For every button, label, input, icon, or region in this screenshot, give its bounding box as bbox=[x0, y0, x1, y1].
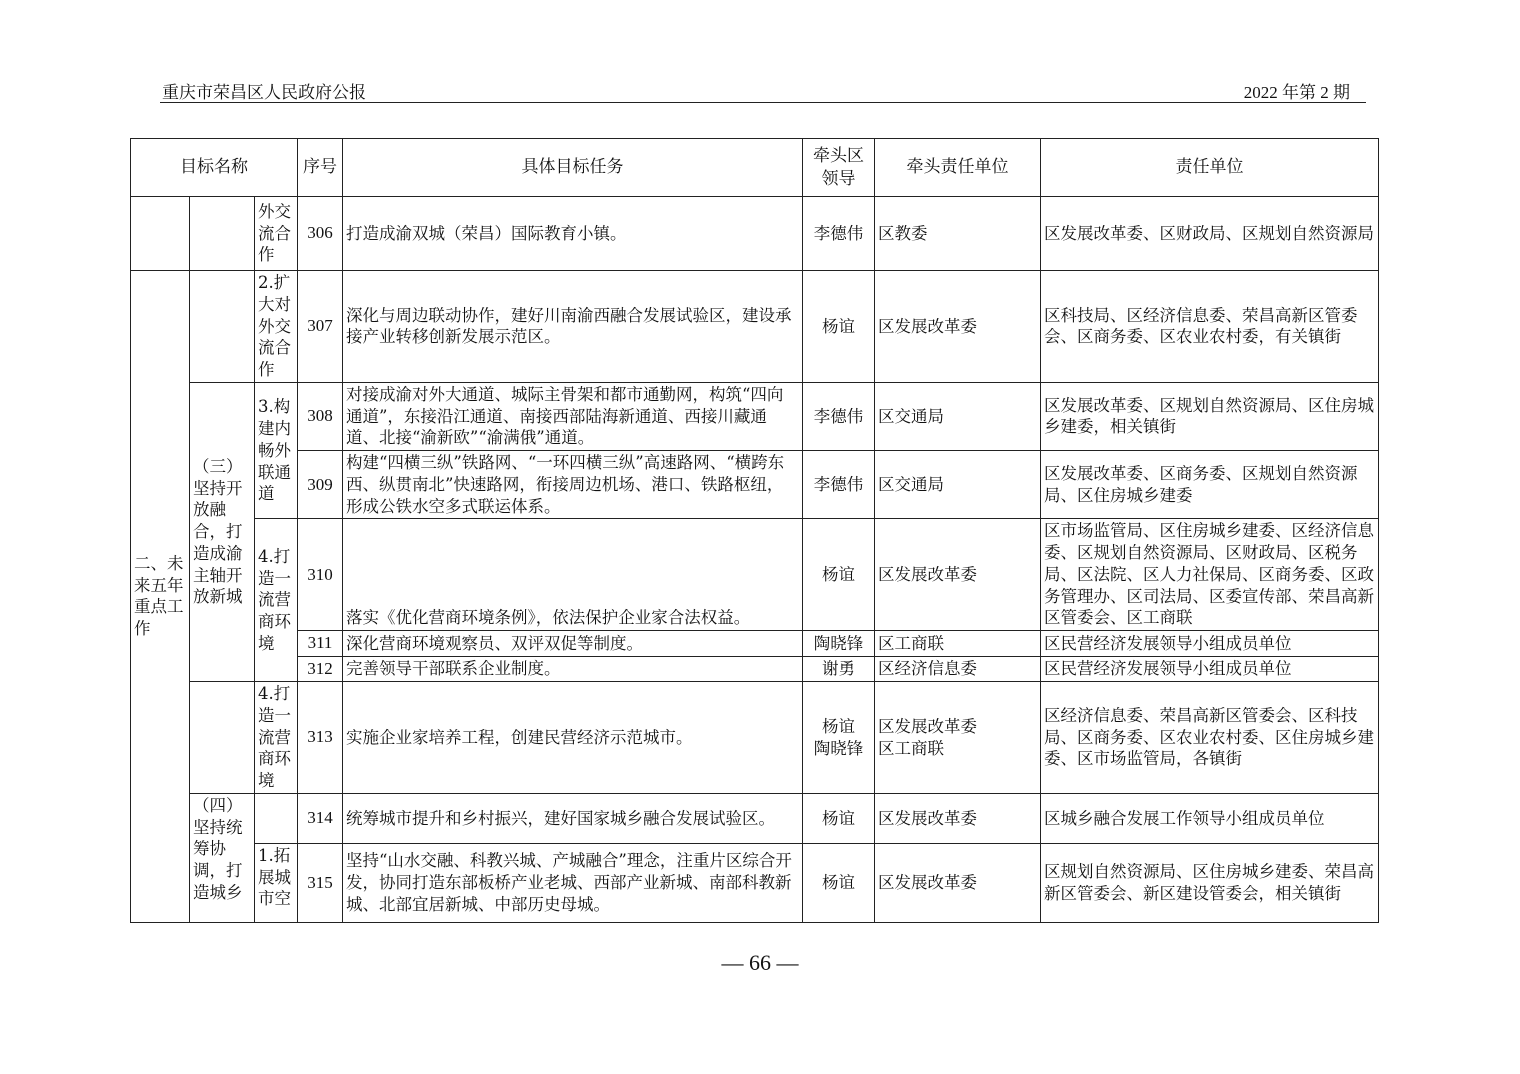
table-row bbox=[131, 682, 1379, 794]
units-cell: 区经济信息委、荣昌高新区管委会、区科技局、区商务委、区农业农村委、区住房城乡建委、区市场监管局，各镇街 bbox=[1041, 682, 1379, 794]
header-rule bbox=[160, 102, 1366, 103]
lead-unit-cell: 区交通局 bbox=[875, 382, 1041, 450]
leader-cell: 李德伟 bbox=[803, 197, 875, 271]
seq-cell: 308 bbox=[298, 382, 343, 450]
table-row bbox=[131, 631, 1379, 656]
group-cell bbox=[190, 197, 255, 271]
subgroup-cell bbox=[255, 793, 298, 843]
table-row bbox=[131, 382, 1379, 450]
seq-cell: 314 bbox=[298, 793, 343, 843]
col-units: 责任单位 bbox=[1041, 139, 1379, 197]
leader-cell: 李德伟 bbox=[803, 451, 875, 519]
col-lead-unit: 牵头责任单位 bbox=[875, 139, 1041, 197]
subgroup-cell: 4.打造一流营商环境 bbox=[255, 682, 298, 794]
task-cell: 统筹城市提升和乡村振兴，建好国家城乡融合发展试验区。 bbox=[343, 793, 803, 843]
table-row bbox=[131, 271, 1379, 383]
lead-unit-cell: 区工商联 bbox=[875, 631, 1041, 656]
table-row bbox=[131, 843, 1379, 922]
lead-unit-cell: 区教委 bbox=[875, 197, 1041, 271]
seq-cell: 313 bbox=[298, 682, 343, 794]
leader-cell bbox=[803, 682, 875, 794]
seq-cell: 312 bbox=[298, 656, 343, 681]
task-cell: 构建“四横三纵”铁路网、“一环四横三纵”高速路网、“横跨东西、纵贯南北”快速路网，衔接周边机场、港口、铁路枢纽，形成公铁水空多式联运体系。 bbox=[343, 451, 803, 519]
seq-cell: 315 bbox=[298, 843, 343, 922]
units-cell: 区民营经济发展领导小组成员单位 bbox=[1041, 656, 1379, 681]
col-leader: 牵头区领导 bbox=[803, 139, 875, 197]
lead-unit-cell: 区发展改革委 bbox=[875, 843, 1041, 922]
task-cell: 打造成渝双城（荣昌）国际教育小镇。 bbox=[343, 197, 803, 271]
leader-cell: 杨谊 bbox=[803, 793, 875, 843]
page-number: — 66 — bbox=[721, 950, 799, 975]
units-cell: 区市场监管局、区住房城乡建委、区经济信息委、区规划自然资源局、区财政局、区税务局、区法院、区人力社保局、区商务委、区政务管理办、区司法局、区委宣传部、荣昌高新区管委会、区工商联 bbox=[1041, 519, 1379, 631]
leader-cell: 谢勇 bbox=[803, 656, 875, 681]
seq-cell: 311 bbox=[298, 631, 343, 656]
leader-cell: 李德伟 bbox=[803, 382, 875, 450]
units-cell: 区规划自然资源局、区住房城乡建委、荣昌高新区管委会、新区建设管委会，相关镇街 bbox=[1041, 843, 1379, 922]
leader-cell: 陶晓锋 bbox=[803, 631, 875, 656]
group-cell bbox=[190, 271, 255, 383]
subgroup-cell: 3.构建内畅外联通道 bbox=[255, 382, 298, 519]
seq-cell: 306 bbox=[298, 197, 343, 271]
lead-unit-cell: 区交通局 bbox=[875, 451, 1041, 519]
units-cell: 区发展改革委、区规划自然资源局、区住房城乡建委，相关镇街 bbox=[1041, 382, 1379, 450]
col-task: 具体目标任务 bbox=[343, 139, 803, 197]
lead-unit-cell: 区发展改革委 bbox=[875, 271, 1041, 383]
task-cell: 深化营商环境观察员、双评双促等制度。 bbox=[343, 631, 803, 656]
top-level-group: 二、未来五年重点工作 bbox=[131, 271, 190, 923]
group-cell bbox=[190, 682, 255, 794]
table-header-row bbox=[131, 139, 1379, 197]
task-cell: 落实《优化营商环境条例》，依法保护企业家合法权益。 bbox=[343, 519, 803, 631]
units-cell: 区发展改革委、区商务委、区规划自然资源局、区住房城乡建委 bbox=[1041, 451, 1379, 519]
col-goal: 目标名称 bbox=[131, 139, 298, 197]
table-row bbox=[131, 519, 1379, 631]
task-cell: 对接成渝对外大通道、城际主骨架和都市通勤网，构筑“四向通道”，东接沿江通道、南接西部陆海新通道、西接川藏通道、北接“渝新欧”“渝满俄”通道。 bbox=[343, 382, 803, 450]
lead-unit-secondary: 区工商联 bbox=[878, 738, 944, 758]
gazette-title: 重庆市荣昌区人民政府公报 bbox=[162, 83, 366, 103]
subgroup-cell: 2.扩大对外交流合作 bbox=[255, 271, 298, 383]
col-seq: 序号 bbox=[298, 139, 343, 197]
table-row bbox=[131, 656, 1379, 681]
table-row bbox=[131, 197, 1379, 271]
lead-unit-primary: 区发展改革委 bbox=[878, 716, 977, 736]
group-cell bbox=[131, 197, 190, 271]
task-cell: 坚持“山水交融、科教兴城、产城融合”理念，注重片区综合开发，协同打造东部板桥产业老城、西部产业新城、南部科教新城、北部宜居新城、中部历史母城。 bbox=[343, 843, 803, 922]
leader-primary: 杨谊 bbox=[822, 716, 855, 736]
section-four: （四）坚持统筹协调，打造城乡 bbox=[190, 793, 255, 922]
task-table bbox=[130, 138, 1379, 923]
subgroup-cell: 外交流合作 bbox=[255, 197, 298, 271]
leader-secondary: 陶晓锋 bbox=[813, 738, 864, 758]
lead-unit-cell bbox=[875, 682, 1041, 794]
seq-cell: 307 bbox=[298, 271, 343, 383]
subgroup-cell: 1.拓展城市空 bbox=[255, 843, 298, 922]
units-cell: 区发展改革委、区财政局、区规划自然资源局 bbox=[1041, 197, 1379, 271]
units-cell: 区城乡融合发展工作领导小组成员单位 bbox=[1041, 793, 1379, 843]
seq-cell: 309 bbox=[298, 451, 343, 519]
lead-unit-cell: 区发展改革委 bbox=[875, 793, 1041, 843]
units-cell: 区民营经济发展领导小组成员单位 bbox=[1041, 631, 1379, 656]
table-row bbox=[131, 451, 1379, 519]
lead-unit-cell: 区经济信息委 bbox=[875, 656, 1041, 681]
issue-number: 2022 年第 2 期 bbox=[1243, 83, 1350, 102]
subgroup-cell: 4.打造一流营商环境 bbox=[255, 519, 298, 682]
task-cell: 深化与周边联动协作，建好川南渝西融合发展试验区，建设承接产业转移创新发展示范区。 bbox=[343, 271, 803, 383]
lead-unit-cell: 区发展改革委 bbox=[875, 519, 1041, 631]
leader-cell: 杨谊 bbox=[803, 843, 875, 922]
leader-cell: 杨谊 bbox=[803, 519, 875, 631]
section-three: （三）坚持开放融合，打造成渝主轴开放新城 bbox=[190, 382, 255, 681]
task-cell: 实施企业家培养工程，创建民营经济示范城市。 bbox=[343, 682, 803, 794]
table-row bbox=[131, 793, 1379, 843]
units-cell: 区科技局、区经济信息委、荣昌高新区管委会、区商务委、区农业农村委，有关镇街 bbox=[1041, 271, 1379, 383]
leader-cell: 杨谊 bbox=[803, 271, 875, 383]
task-cell: 完善领导干部联系企业制度。 bbox=[343, 656, 803, 681]
seq-cell: 310 bbox=[298, 519, 343, 631]
